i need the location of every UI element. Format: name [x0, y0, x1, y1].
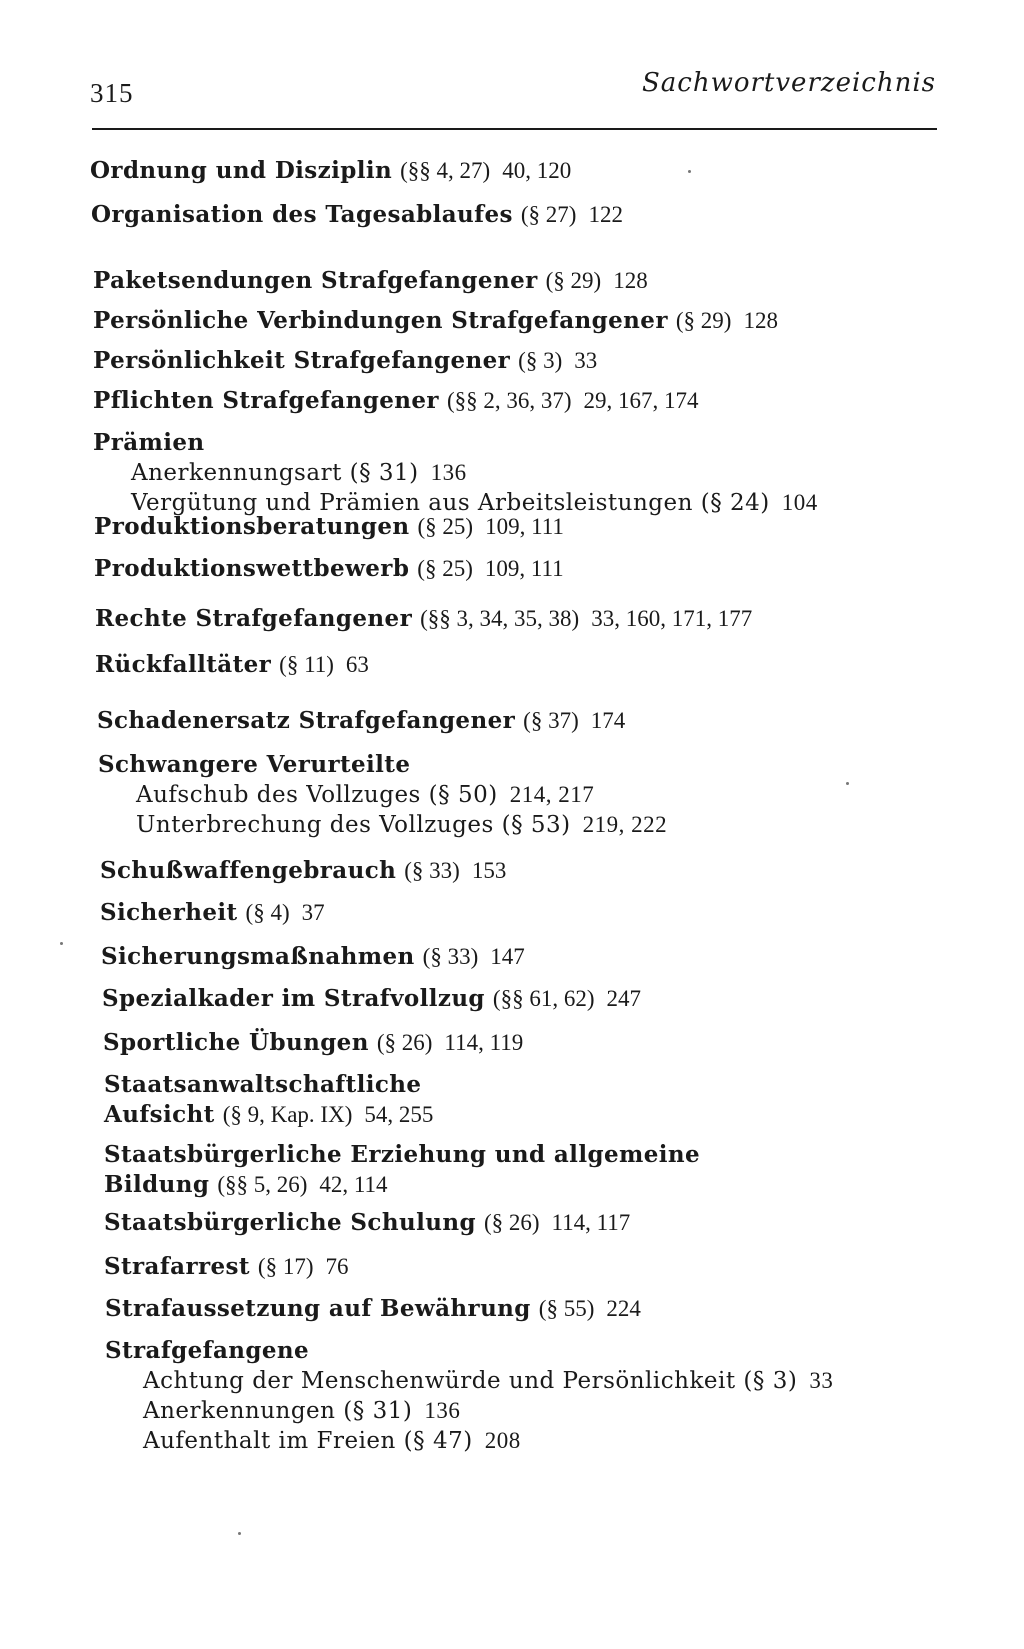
subentry-text: Aufschub des Vollzuges (§ 50) [136, 782, 498, 808]
index-subentry [105, 1426, 833, 1456]
index-entry [100, 898, 325, 928]
index-term: Sportliche Übungen [103, 1029, 369, 1056]
paragraph-reference: (§ 11) [279, 652, 334, 677]
index-entry [94, 554, 564, 584]
scan-speck [60, 942, 63, 945]
paragraph-reference: (§ 27) [520, 202, 577, 227]
index-subentry [98, 780, 667, 810]
paragraph-reference: (§ 26) [376, 1030, 433, 1055]
index-term: Prämien [93, 429, 205, 456]
subentry-pages: 136 [424, 1398, 461, 1423]
page-references: 174 [590, 708, 626, 733]
index-entry [90, 156, 571, 186]
paragraph-reference: (§ 29) [675, 308, 732, 333]
subentry-pages: 104 [781, 490, 818, 515]
index-term: Staatsbürgerliche Schulung [104, 1209, 476, 1236]
paragraph-reference: (§ 33) [422, 944, 479, 969]
running-title: Sachwortverzeichnis [641, 68, 936, 98]
page-references: 109, 111 [484, 556, 564, 581]
paragraph-reference: (§ 25) [417, 514, 474, 539]
index-term-continued: Bildung [104, 1171, 210, 1198]
index-entry [103, 1028, 523, 1058]
index-entry [104, 1252, 348, 1282]
paragraph-reference: (§ 26) [483, 1210, 540, 1235]
index-term: Persönliche Verbindungen Strafgefangener [93, 307, 668, 334]
page-references: 128 [743, 308, 778, 333]
index-term: Persönlichkeit Strafgefangener [93, 347, 511, 374]
page-references: 122 [588, 202, 623, 227]
page-references: 109, 111 [485, 514, 564, 539]
subentry-text: Aufenthalt im Freien (§ 47) [143, 1428, 473, 1454]
page-references: 37 [301, 900, 325, 925]
subentry-text: Anerkennungsart (§ 31) [131, 460, 419, 486]
page-references: 147 [490, 944, 525, 969]
page-references: 224 [606, 1296, 641, 1321]
subentry-text: Anerkennungen (§ 31) [143, 1398, 413, 1424]
index-entry [93, 346, 597, 376]
index-term: Produktionsberatungen [94, 513, 410, 540]
index-term: Staatsbürgerliche Erziehung und allgemeine [104, 1141, 701, 1168]
paragraph-reference: (§ 3) [518, 348, 563, 373]
subentry-pages: 219, 222 [582, 812, 668, 837]
index-entry [101, 942, 525, 972]
subentry-text: Vergütung und Prämien aus Arbeitsleistungen (§ 24) [131, 490, 770, 516]
subentry-pages: 33 [809, 1368, 834, 1393]
page-references: 33, 160, 171, 177 [591, 606, 753, 631]
index-entry [91, 200, 623, 230]
index-entry [95, 604, 752, 634]
page-references: 29, 167, 174 [583, 388, 699, 413]
subentry-pages: 208 [484, 1428, 521, 1453]
scan-speck [688, 170, 691, 173]
page-references: 63 [345, 652, 369, 677]
page-references: 114, 119 [444, 1030, 524, 1055]
index-subentry [98, 810, 667, 840]
index-entry [100, 856, 506, 886]
paragraph-reference: (§ 55) [538, 1296, 595, 1321]
page-references: 114, 117 [551, 1210, 631, 1235]
page-references: 153 [471, 858, 507, 883]
index-term: Strafarrest [104, 1253, 250, 1280]
page-references: 40, 120 [502, 158, 572, 183]
index-term: Strafgefangene [105, 1337, 310, 1364]
index-subentry [93, 458, 818, 488]
index-term: Staatsanwaltschaftliche [104, 1071, 422, 1098]
index-entry [104, 1140, 700, 1200]
paragraph-reference: (§§ 5, 26) [217, 1172, 308, 1197]
index-term: Schwangere Verurteilte [98, 751, 411, 778]
index-entry [93, 306, 778, 336]
paragraph-reference: (§ 29) [545, 268, 602, 293]
index-term: Strafaussetzung auf Bewährung [105, 1295, 531, 1322]
index-term: Organisation des Tagesablaufes [91, 201, 513, 228]
index-term: Schußwaffengebrauch [100, 857, 397, 884]
index-entry [104, 1208, 630, 1238]
paragraph-reference: (§§ 2, 36, 37) [446, 388, 572, 413]
page-references: 42, 114 [319, 1172, 388, 1197]
index-term: Ordnung und Disziplin [90, 157, 393, 184]
page-references: 33 [574, 348, 598, 373]
paragraph-reference: (§ 17) [257, 1254, 314, 1279]
index-entry [105, 1336, 833, 1456]
index-entry [93, 266, 648, 296]
index-term: Sicherheit [100, 899, 238, 926]
index-entry [93, 428, 818, 518]
paragraph-reference: (§ 33) [404, 858, 460, 883]
index-entry [94, 512, 564, 542]
header-rule [92, 128, 937, 130]
index-term: Rechte Strafgefangener [95, 605, 413, 632]
index-term: Spezialkader im Strafvollzug [102, 985, 485, 1012]
subentry-pages: 136 [430, 460, 467, 485]
index-entry [95, 650, 369, 680]
index-term-continued: Aufsicht [104, 1101, 215, 1128]
index-term: Produktionswettbewerb [94, 555, 410, 582]
index-term: Schadenersatz Strafgefangener [97, 707, 516, 734]
paragraph-reference: (§ 25) [417, 556, 473, 581]
index-term: Pflichten Strafgefangener [93, 387, 439, 414]
paragraph-reference: (§§ 3, 34, 35, 38) [420, 606, 580, 631]
subentry-pages: 214, 217 [509, 782, 595, 807]
scan-speck [846, 782, 849, 785]
index-term: Rückfalltäter [95, 651, 272, 678]
paragraph-reference: (§ 9, Kap. IX) [222, 1102, 353, 1127]
page-references: 54, 255 [364, 1102, 434, 1127]
index-entry [104, 1070, 433, 1130]
paragraph-reference: (§ 37) [523, 708, 579, 733]
index-entry [98, 750, 667, 840]
index-term: Sicherungsmaßnahmen [101, 943, 415, 970]
page-header [90, 68, 936, 130]
paragraph-reference: (§§ 61, 62) [492, 986, 595, 1011]
index-entry [97, 706, 625, 736]
index-subentry [105, 1366, 833, 1396]
index-entry [93, 386, 699, 416]
paragraph-reference: (§§ 4, 27) [400, 158, 491, 183]
page-number: 315 [90, 78, 134, 108]
index-term: Paketsendungen Strafgefangener [93, 267, 538, 294]
page-references: 247 [606, 986, 641, 1011]
scan-speck [238, 1532, 241, 1535]
index-entry [102, 984, 641, 1014]
index-entry [105, 1294, 641, 1324]
subentry-text: Achtung der Menschenwürde und Persönlichkeit (§ 3) [143, 1368, 798, 1394]
paragraph-reference: (§ 4) [245, 900, 290, 925]
page-references: 128 [613, 268, 648, 293]
page-references: 76 [325, 1254, 349, 1279]
index-subentry [105, 1396, 833, 1426]
subentry-text: Unterbrechung des Vollzuges (§ 53) [136, 812, 571, 838]
